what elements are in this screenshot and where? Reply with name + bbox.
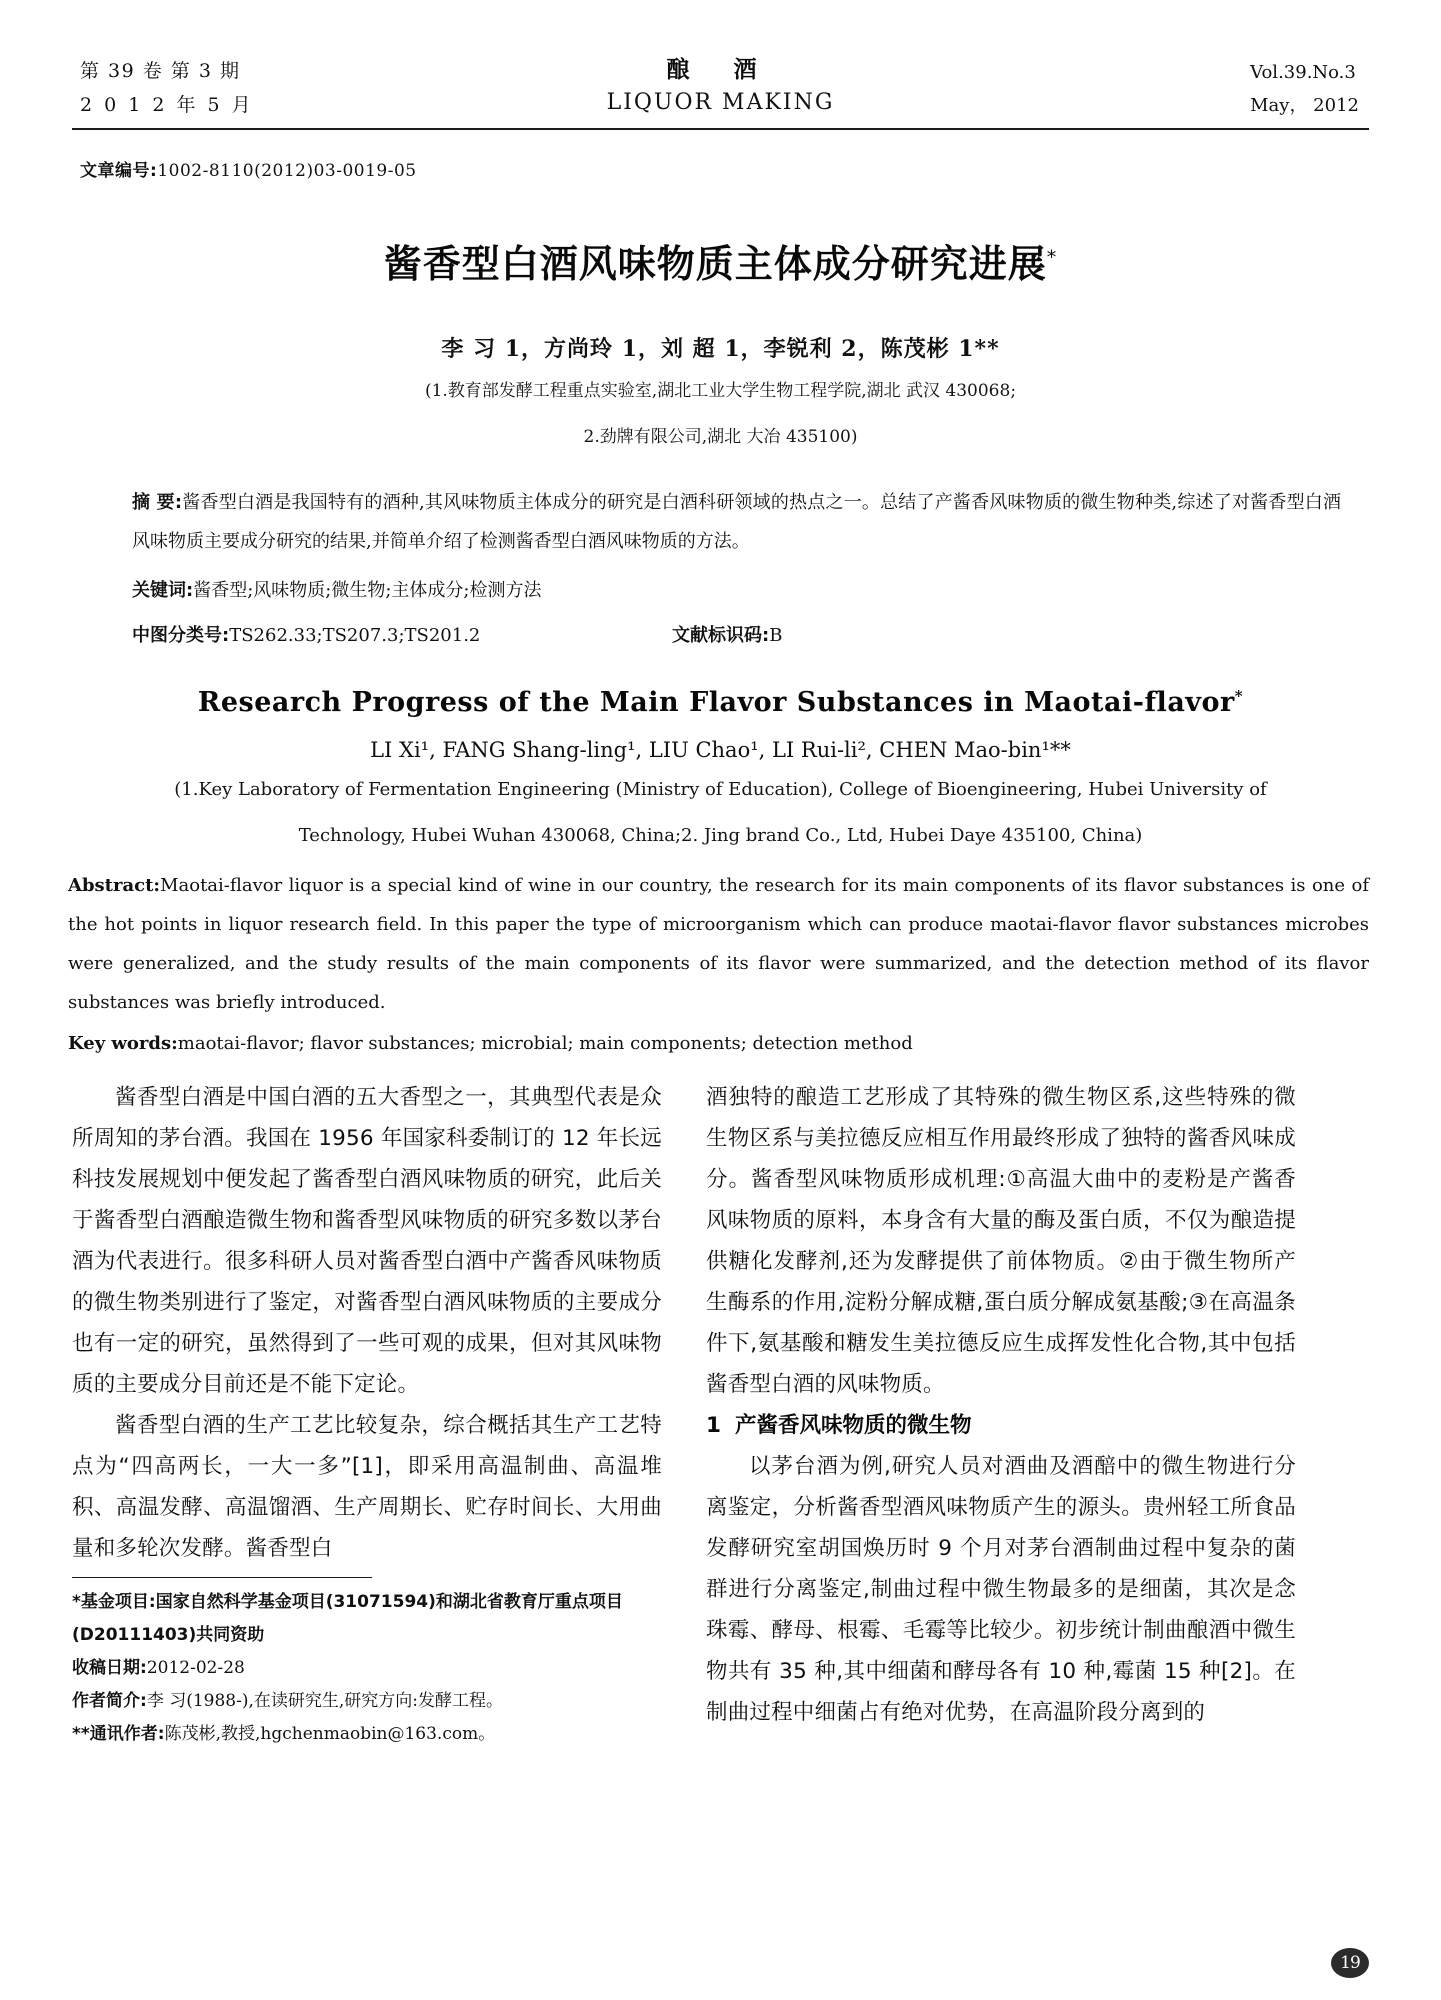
running-head-center [72,54,1369,120]
right-column [706,1077,1296,1751]
document-code [672,616,782,655]
footnote-divider [72,1577,372,1578]
journal-title-en: LIQUOR MAKING [606,90,835,115]
authors-en: LI Xi¹, FANG Shang-ling¹, LIU Chao¹, LI Rui-li², CHEN Mao-bin¹** [370,738,1071,762]
issue-date-en: May， 2012 [1250,95,1359,116]
issue-date-cn: 2 0 1 2 年 5 月 [80,94,254,116]
article-number [80,156,1441,181]
footnote-corresponding-author [72,1718,662,1751]
page-title-cn [0,233,1441,288]
footnote-label: 通讯作者: [89,1724,165,1744]
title-en-footnote-marker: * [1234,687,1244,705]
footnote-received-date [72,1652,662,1685]
clc-value: TS262.33;TS207.3;TS201.2 [229,625,481,646]
page-number: 19 [1331,1948,1369,1978]
footnote-label: 收稿日期: [72,1658,147,1678]
keywords-en [68,1024,1369,1063]
footnote-marker: ** [72,1724,90,1744]
volume-issue-en: Vol.39.No.3 [1250,62,1356,83]
affiliation-en-line1: (1.Key Laboratory of Fermentation Engineering (Ministry of Education), College of Bioengineering, Hubei University of [174,779,1267,800]
document-code-label: 文献标识码: [672,625,770,646]
page-title-en [0,687,1441,718]
section-number: 1 [706,1413,721,1438]
affiliation-en-line2: Technology, Hubei Wuhan 430068, China;2. Jing brand Co., Ltd, Hubei Daye 435100, China) [298,825,1143,846]
article-number-value: 1002-8110(2012)03-0019-05 [157,161,417,181]
footnote-text: 国家自然科学基金项目(31071594)和湖北省教育厅重点项目(D20111403)共同资助 [72,1592,623,1645]
keywords-en-text: maotai-flavor; flavor substances; microbial; main components; detection method [177,1033,913,1054]
journal-title-cn: 酿 酒 [666,56,775,83]
keywords-cn-label: 关键词: [132,580,194,601]
section-heading [706,1405,1296,1446]
running-head-right [1250,56,1359,122]
affiliation-cn-line2: 2.劲牌有限公司,湖北 大冶 435100) [583,427,858,447]
body-paragraph: 酒独特的酿造工艺形成了其特殊的微生物区系,这些特殊的微生物区系与美拉德反应相互作用最终形成了独特的酱香风味成分。酱香型风味物质形成机理:①高温大曲中的麦粉是产酱香风味物质的原料，本身含有大量的酶及蛋白质，不仅为酿造提供糖化发酵剂,还为发酵提供了前体物质。②由于微生物所产生酶系的作用,淀粉分解成糖,蛋白质分解成氨基酸;③在高温条件下,氨基酸和糖发生美拉德反应生成挥发性化合物,其中包括酱香型白酒的风味物质。 [706,1085,1296,1397]
footnote-marker: * [72,1592,81,1612]
abstract-cn [132,483,1341,561]
footnote-label: 基金项目: [80,1592,156,1612]
clc-row [132,616,1341,655]
body-paragraph: 以茅台酒为例,研究人员对酒曲及酒醅中的微生物进行分离鉴定，分析酱香型酒风味物质产生的源头。贵州轻工所食品发酵研究室胡国焕历时 9 个月对茅台酒制曲过程中复杂的菌群进行分离鉴定,制曲过程中微生物最多的是细菌，其次是念珠霉、酵母、根霉、毛霉等比较少。初步统计制曲酿酒中微生物共有 35 种,其中细菌和酵母各有 10 种,霉菌 15 种[2]。在制曲过程中细菌占有绝对优势，在高温阶段分离到的 [706,1454,1296,1725]
footnote-author-bio [72,1685,662,1718]
page-title-cn-text: 酱香型白酒风味物质主体成分研究进展 [383,242,1047,286]
page-title-en-text: Research Progress of the Main Flavor Substances in Maotai-flavor [197,687,1235,718]
affiliation-cn-line1: (1.教育部发酵工程重点实验室,湖北工业大学生物工程学院,湖北 武汉 430068; [424,381,1017,401]
body-columns [72,1077,1369,1751]
abstract-cn-label: 摘 要: [132,492,183,513]
keywords-cn-text: 酱香型;风味物质;微生物;主体成分;检测方法 [193,580,542,601]
running-head [72,54,1369,126]
volume-issue: 第 39 卷 第 3 期 [80,60,241,82]
body-paragraph: 酱香型白酒是中国白酒的五大香型之一，其典型代表是众所周知的茅台酒。我国在 1956 年国家科委制订的 12 年长远科技发展规划中便发起了酱香型白酒风味物质的研究，此后关于酱香型白酒酿造微生物和酱香型风味物质的研究多数以茅台酒为代表进行。很多科研人员对酱香型白酒中产酱香风味物质的微生物类别进行了鉴定，对酱香型白酒风味物质的主要成分也有一定的研究，虽然得到了一些可观的成果，但对其风味物质的主要成分目前还是不能下定论。 [72,1085,662,1397]
footnote-text: 2012-02-28 [146,1658,245,1678]
body-paragraph: 酱香型白酒的生产工艺比较复杂，综合概括其生产工艺特点为“四高两长，一大一多”[1]，即采用高温制曲、高温堆积、高温发酵、高温馏酒、生产周期长、贮存时间长、大用曲量和多轮次发酵。酱香型白 [72,1413,662,1561]
footnote-text: 陈茂彬,教授,hgchenmaobin@163.com。 [164,1724,496,1744]
abstract-en-text: Maotai-flavor liquor is a special kind of wine in our country, the research for its main components of its flavor substances is one of the hot points in liquor research field. In this paper the type of microorganism which can produce maotai-flavor flavor substances microbes were generalized, and the study results of the main components of its flavor were summarized, and the detection method of its flavor substances was briefly introduced. [68,875,1369,1013]
authors-cn: 李 习 1，方尚玲 1，刘 超 1，李锐利 2，陈茂彬 1** [441,336,1000,362]
section-heading-text: 产酱香风味物质的微生物 [734,1413,972,1438]
abstract-en [68,866,1369,1022]
footnote-funding [72,1586,662,1652]
left-column [72,1077,662,1751]
article-number-label: 文章编号: [80,161,158,181]
footnote-text: 李 习(1988-),在读研究生,研究方向:发酵工程。 [146,1691,504,1711]
abstract-cn-text: 酱香型白酒是我国特有的酒种,其风味物质主体成分的研究是白酒科研领域的热点之一。总结了产酱香风味物质的微生物种类,综述了对酱香型白酒风味物质主要成分研究的结果,并简单介绍了检测酱香型白酒风味物质的方法。 [132,492,1342,552]
footnote-label: 作者简介: [72,1691,147,1711]
journal-page [0,54,1441,2000]
keywords-cn [132,571,1341,610]
abstract-en-label: Abstract: [68,875,161,896]
header-divider [72,128,1369,130]
clc-label: 中图分类号: [132,625,230,646]
title-footnote-marker: * [1046,246,1058,269]
document-code-value: B [769,625,783,646]
keywords-en-label: Key words: [68,1033,178,1054]
